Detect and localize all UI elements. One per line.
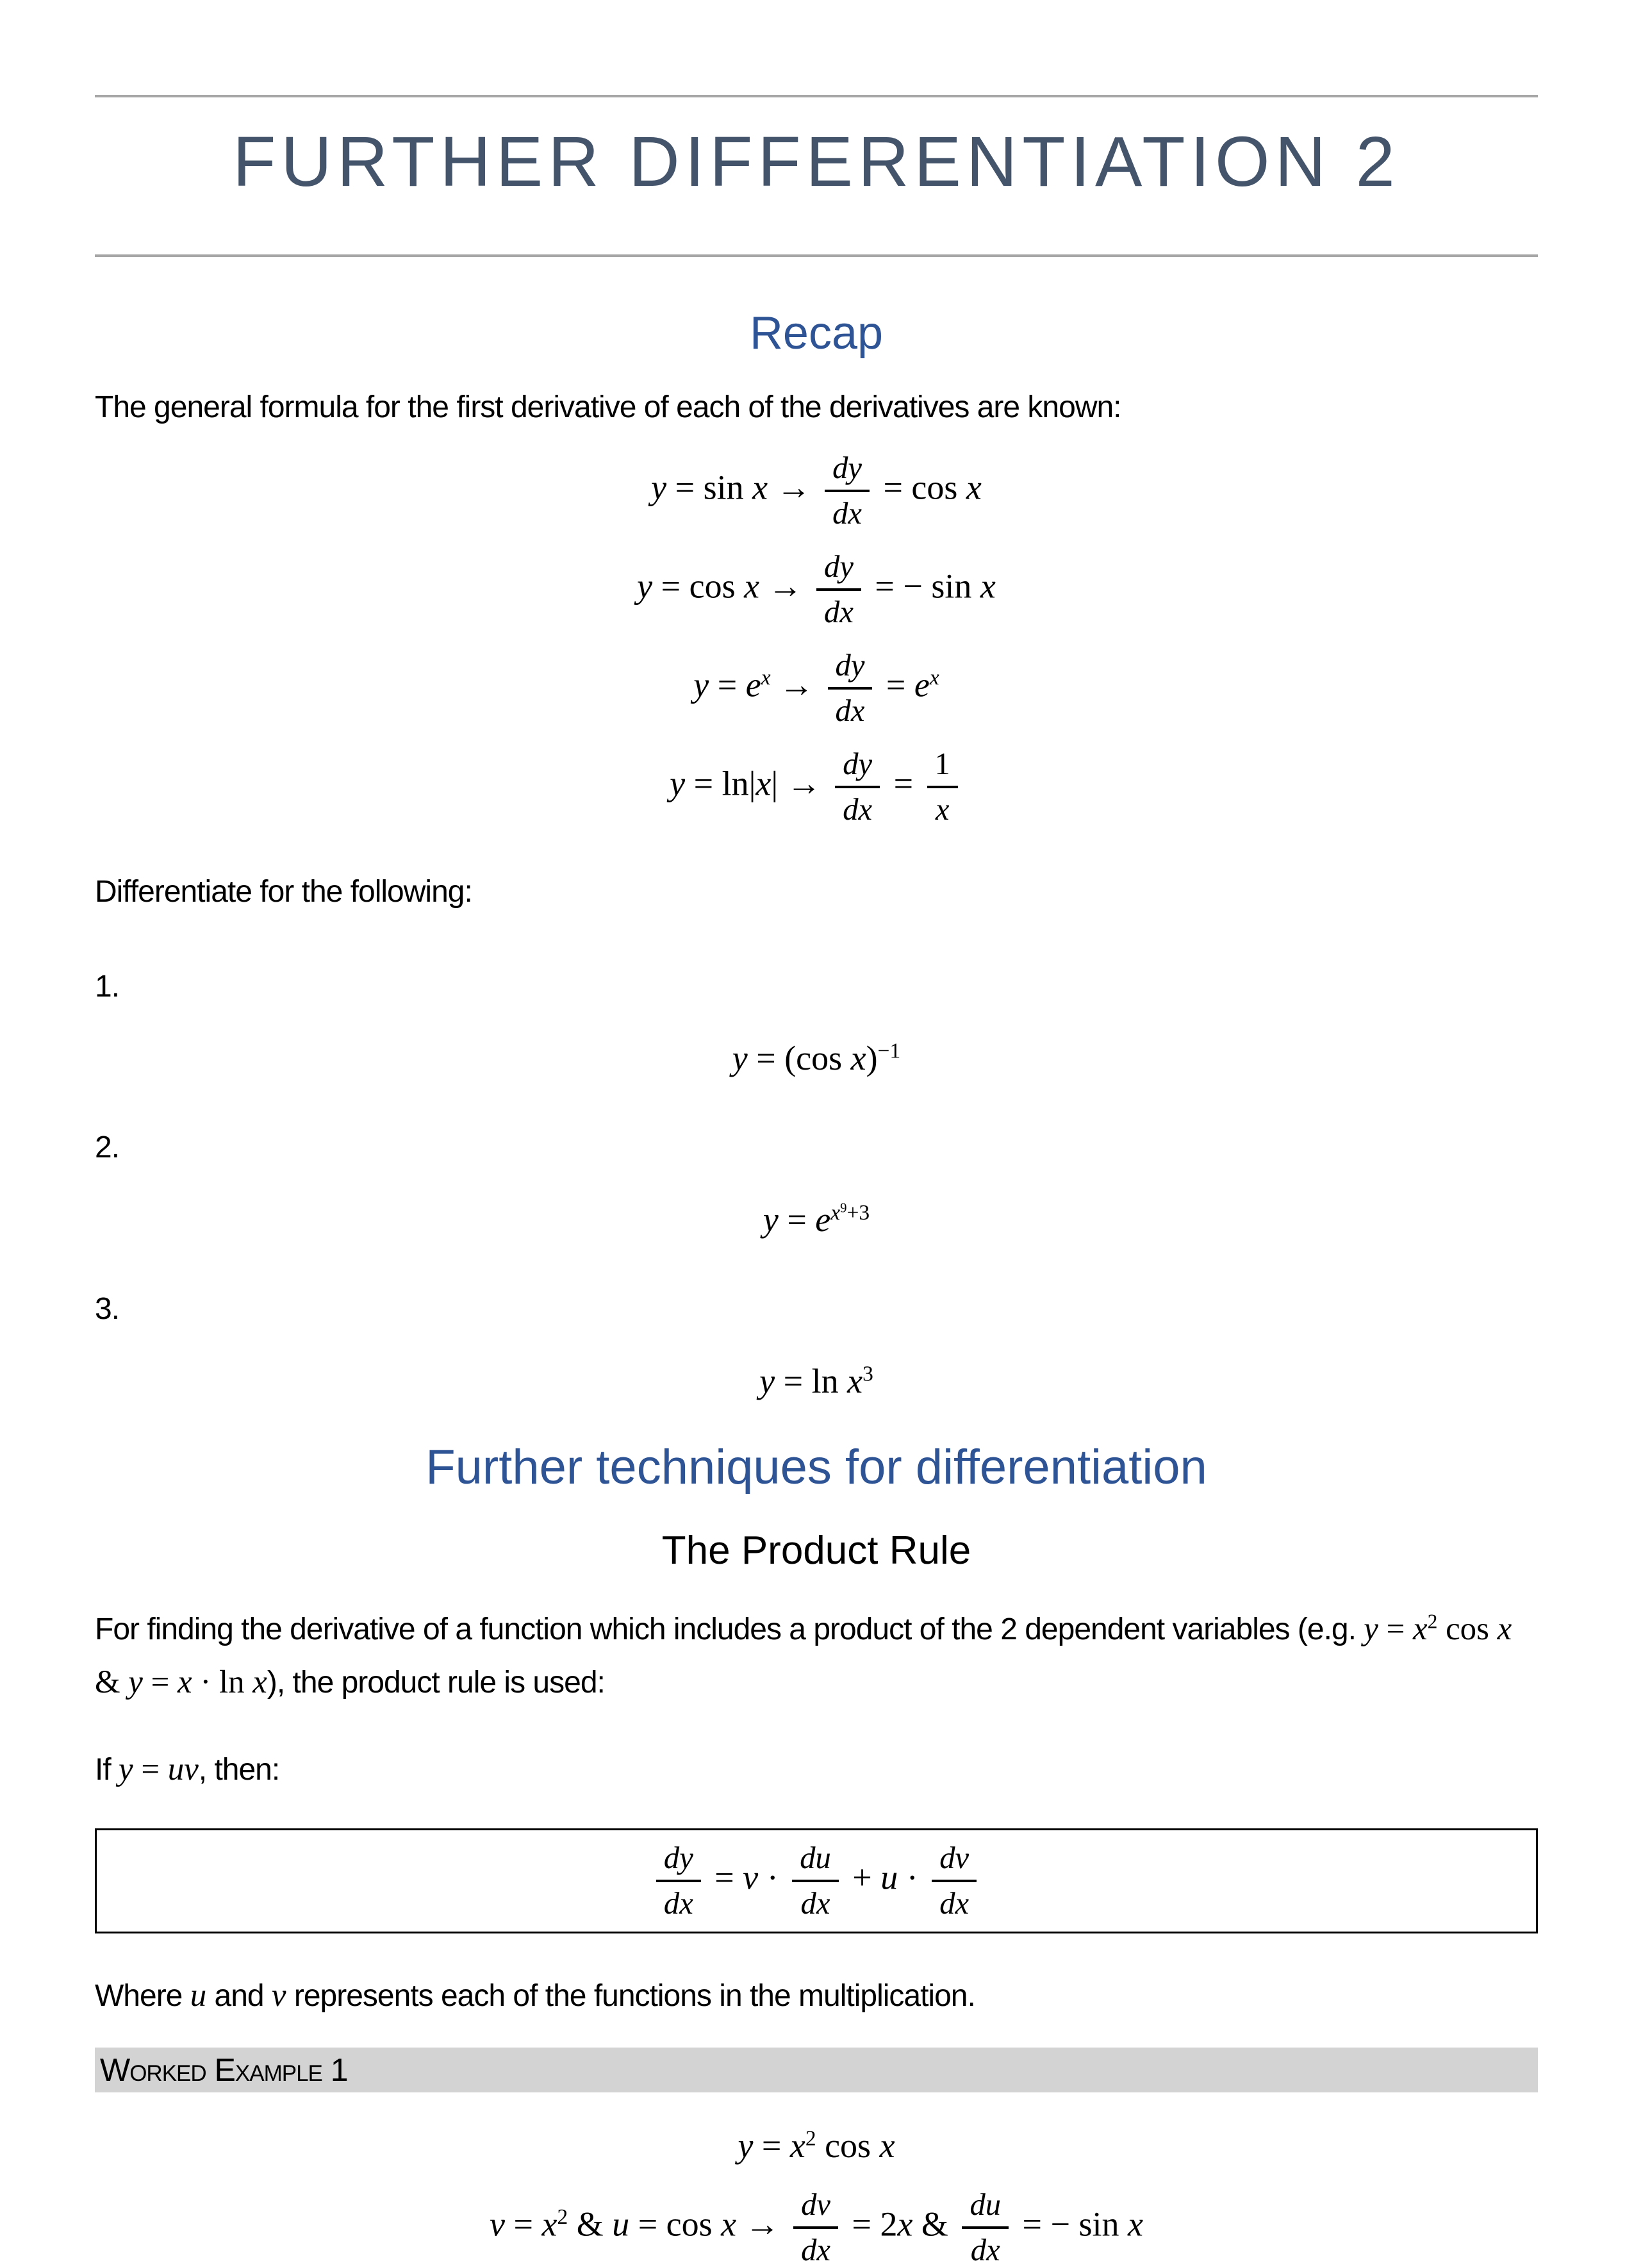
exercise-2-number: 2. [95,1130,120,1165]
if-text-2: , then: [198,1753,280,1787]
further-techniques-heading: Further techniques for differentiation [425,1439,1207,1494]
formula-derivative-of-cos: y = cos x → $\frac{dy}{dx}$ = − sin x [637,549,996,629]
paragraph-inline-math: $y = x^2$ cos x & y = x · ln x [95,1610,1512,1700]
where-inline-math-v: v [271,1977,286,2014]
formula-derivative-of-exp: $y = e^x$ → $\frac{dy}{dx}$ = $e^x$ [693,647,939,728]
worked-example-derivatives-formula: $v = x^2$ & u = cos x → $\frac{dv}{dx}$ = 2x & $\frac{du}{dx}$ = − sin x [490,2187,1143,2268]
where-text-2: and [206,1978,272,2013]
exercise-3-formula: $y = \ln x^3$ [759,1361,873,1400]
where-text-3: represents each of the functions in the multiplication. [286,1978,975,2013]
where-inline-math-u: u [190,1977,207,2014]
exercise-3-number: 3. [95,1292,120,1327]
recap-intro: The general formula for the first derivative of each of the derivatives are known: [95,390,1121,424]
document-page [0,95,1634,2268]
exercise-1-number: 1. [95,969,120,1004]
if-inline-math: y = uv [119,1751,199,1788]
worked-example-label: Worked Example 1 [100,2052,348,2088]
formula-derivative-of-sin: y = sin x → $\frac{dy}{dx}$ = cos x [651,450,982,531]
if-text-1: If [95,1753,119,1787]
formula-derivative-of-ln: y = ln|x| → $\frac{dy}{dx}$ = $\frac{1}{x}$ [95,747,1538,827]
differentiate-prompt: Differentiate for the following: [95,874,472,909]
if-line [95,1743,1538,1796]
exercise-2-formula: $y = e^{x^9+3}$ [763,1200,870,1239]
where-line [95,1969,1538,2022]
exercise-1-formula: y = (cos x)$^{-1}$ [732,1039,901,1078]
worked-example-function-formula: $y = x^2$ cos x [738,2126,895,2165]
document-title: FURTHER DIFFERENTIATION 2 [233,122,1400,201]
document-content [0,95,1634,2268]
recap-heading: Recap [749,307,884,359]
product-rule-formula: $\frac{dy}{dx}$ = v · $\frac{du}{dx}$ + u · $\frac{dv}{dx}$ [97,1841,1536,1921]
title-top-rule [95,95,1538,97]
product-rule-paragraph [95,1603,1538,1709]
product-rule-heading: The Product Rule [661,1528,971,1573]
worked-example-bar [95,2048,1538,2092]
title-bottom-rule [95,254,1538,257]
product-rule-box [95,1828,1538,1933]
paragraph-text-1: For finding the derivative of a function which includes a product of the 2 dependent variables (e.g. [95,1612,1364,1647]
where-text-1: Where [95,1978,190,2013]
paragraph-text-2: ), the product rule is used: [267,1665,605,1700]
